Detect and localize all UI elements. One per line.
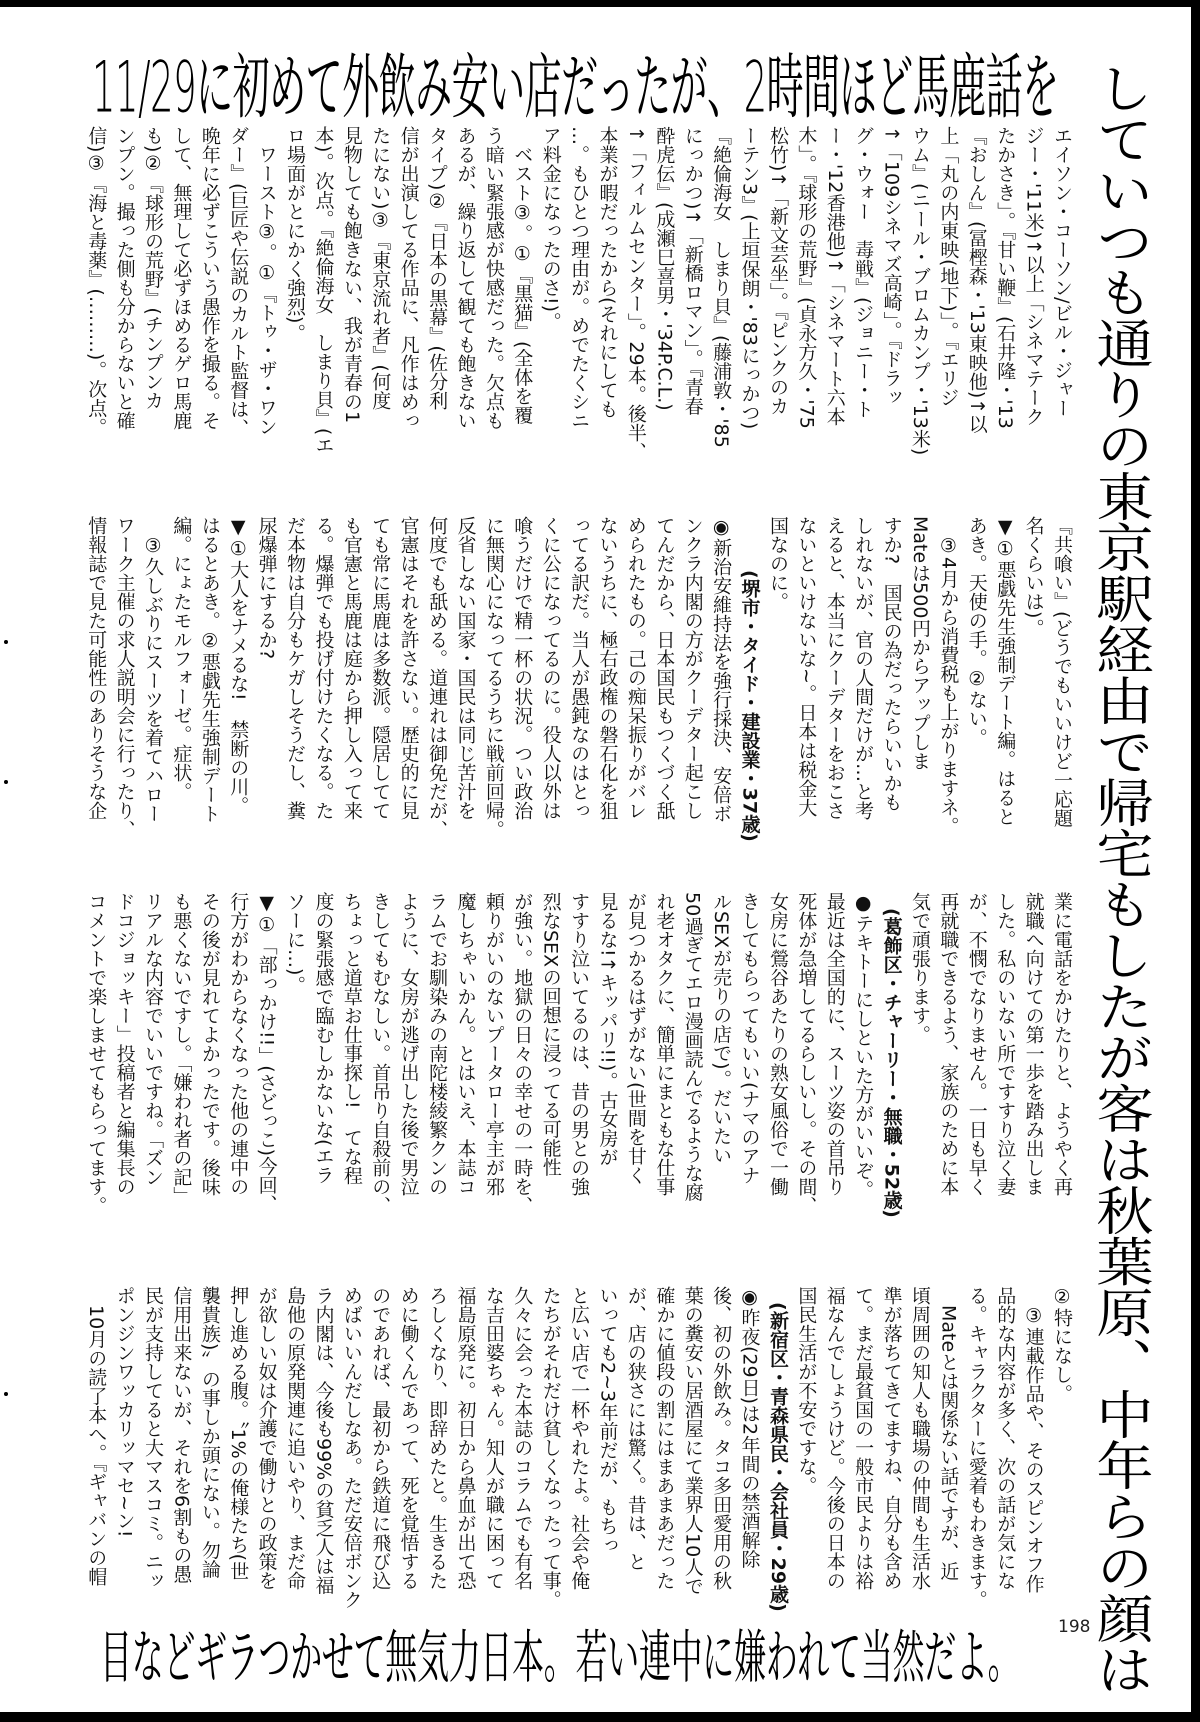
text-column: 編。にょたモルフォーゼ。症状。 [170,516,193,801]
text-column: した。私のいない所ですすり泣く妻 [994,892,1017,1196]
text-column: が強い。地獄の日々の幸せの一時を、 [511,892,534,1215]
text-column: 尿爆弾にするか? [255,516,278,660]
text-column: ③4月から消費税も上がりますネ。 [937,535,960,836]
text-column: る。キャラクターに愛着もわきます。 [965,1286,988,1609]
text-column: …。もひとつ理由が。めでたくシニ [568,126,591,430]
text-column: ってる訳だ。当人が愚鈍なのはとっ [568,516,591,820]
text-column: コメントで楽しませてもらってます。 [85,892,108,1215]
text-column: ソーに…)。 [284,892,307,995]
text-column: ー・'12香港他)↑「シネマート六本 [823,126,846,426]
text-column: れ老オタクに、簡単にまともな仕事 [653,892,676,1196]
text-column: エイソン・コーソン/ビル・ジャー [1051,126,1073,418]
text-column: 松竹)↑「新文芸坐」。『ピンクのカ [766,126,789,416]
text-column: 頼りがいのないプータロー亭主が邪 [482,892,505,1196]
text-column: ③連載作品や、そのスピンオフ作 [1022,1305,1045,1593]
text-column: ラムでお馴染みの南陀楼綾繁クンの [426,892,449,1196]
text-column: 頃周囲の知人も職場の仲間も生活水 [908,1286,931,1590]
scan-border-top [0,0,1200,7]
text-column: めばいいんだしなあ。ただ安倍ボンク [340,1286,363,1609]
text-column: ドコジョッキー」投稿者と編集長の [113,892,136,1196]
text-column: リアルな内容でいいですね。「ズン [142,892,164,1187]
text-column: に無関心になってるうちに戦前回帰。 [482,516,505,839]
text-column: 襲貴族)〟の事しか頭にない。勿論 [198,1286,221,1579]
contributor-signature: (葛飾区・チャーリー・無職・52歳) [880,908,903,1218]
text-column: 信用出来ないが、それを6割もの愚 [170,1286,193,1584]
text-column: 国民生活が不安ですな。 [795,1286,818,1495]
text-column: ちょっと道草お仕事探し! てな程 [340,892,363,1185]
text-column: ルSEXが売りの店で)。だいたい [710,892,733,1165]
text-column: てんだから、日本国民もつくづく舐 [653,516,676,820]
text-column: ダー』(巨匠や伝説のカルト監督は、 [227,126,250,438]
text-column: 反省しない国家・国民は同じ苦汁を [454,516,477,820]
text-column: て。まだ最貧国の一般市民よりは裕 [852,1286,875,1590]
text-column: 『おしん』(冨樫森・'13東映他)↑以 [965,126,988,434]
text-column: ても常に馬鹿は多数派。隠居してて [369,516,392,820]
text-column: 確かに値段の割にはまあまあだった [653,1286,676,1590]
text-column: ポンジンワッカリッマセ~ン! [113,1286,136,1538]
handwritten-note-right: していつも通りの東京駅経由で帰宅もしたが客は秋葉原、中年らの顔は [1085,62,1152,1694]
text-column: 国なのに。 [766,516,789,611]
text-column: ▼①悪戯先生強制デート編。はると [994,516,1017,826]
text-column: も官憲と馬鹿は庭から押し入って来 [340,516,363,820]
text-column: 準が落ちてきてますね、自分も含め [880,1286,903,1590]
text-column: 気で頑張ります。 [908,892,931,1044]
text-column: 久々に会った本誌のコラムでも有名 [511,1286,534,1590]
text-column: 50過ぎてエロ漫画読んでるような腐 [681,892,704,1202]
text-column: ア料金になったのさ!)。 [539,126,562,332]
text-column: ないといけないな~。日本は税金大 [795,516,818,817]
text-column: 押し進める腹。〝1%の俺様たち(世 [227,1286,250,1581]
text-column: る。爆弾でも投げ付けたくなる。た [312,516,335,820]
text-column: Mateとは関係ない話ですが、近 [937,1305,960,1581]
text-column: 信)③『海と毒薬』(………)。次点。 [85,126,108,437]
text-column: ワースト③。①『トゥ・ザ・ワン [255,145,278,436]
text-column: ウム』(ニール・ブロムカンプ・'13米) [908,126,931,456]
text-tier-2 [82,516,1076,848]
text-column: 晩年に必ずこういう愚作を撮る。そ [198,126,221,430]
text-column: 最近は全国的に、スーツ姿の首吊り [823,892,846,1196]
text-column: にっかつ)↑「新橋ロマン」。『青春 [681,126,704,416]
text-column: な吉田婆ちゃん。知人が職に困って [482,1286,505,1590]
text-column: だ本物は自分もケガしそうだし、糞 [284,516,307,820]
text-column: すすり泣いてるのは、昔の男との強 [568,892,591,1196]
text-column: う暗い緊張感が快感だった。欠点も [482,126,505,430]
text-column: くに公になってるのに。役人以外は [539,516,562,820]
text-column: ③久しぶりにスーツを着てハロー [142,535,164,823]
text-column: 本業が暇だったから(それにしても [596,126,619,419]
text-column: のであれば、最初から鉄道に飛び込 [369,1286,392,1590]
text-column: 名くらいは)。 [1022,516,1045,638]
text-column: 福島原発に。初日から鼻血が出て恐 [454,1286,477,1590]
text-column: ワーク主催の求人説明会に行ったり、 [113,516,136,839]
text-column: 就職へ向けての第一歩を踏み出しま [1022,892,1045,1196]
text-column: 後、初の外飲み。タコ多田愛用の秋 [710,1286,733,1590]
text-column: きしてもむなしい。首吊り自殺前の、 [369,892,392,1215]
text-column: ンクラ内閣の方がクーデター起こし [681,516,704,820]
text-column: も悪くないですし。「嫌われ者の記」 [170,892,193,1206]
text-column: 烈なSEXの回想に浸ってる可能性 [539,892,562,1177]
text-column: 木」。『球形の荒野』(貞永方久・'75 [795,126,818,429]
text-column: 本)。次点。『絶倫海女 しまり貝』(エ [312,126,335,455]
text-column: タイプ)②『日本の黒幕』(佐分利 [426,126,449,410]
text-column: ▼①「部っかけ!!」(さどっこ)今回、 [255,892,278,1214]
scan-border-right [1191,0,1200,1722]
text-column: ろしくなり、即辞めたと。生きるた [426,1286,449,1590]
text-column: 業に電話をかけたりと、ようやく再 [1051,892,1073,1196]
contributor-signature: (堺市・タイド・建設業・37歳) [738,570,761,842]
handwritten-note-bottom: 目などギラつかせて無気力日本。若い連中に嫌われて当然だよ。 [100,1622,1020,1692]
text-column: たかさき」。『甘い鞭』(石井隆・'13 [994,126,1017,429]
text-column: ②特になし。 [1051,1286,1073,1403]
text-column: が、不憫でなりません。一日も早く [965,892,988,1196]
text-column: も)②『球形の荒野』(チンプンカ [142,126,164,410]
text-column: 酔虎伝』(成瀬巳喜男・'34P.C.L.) [653,126,676,411]
text-column: 『絶倫海女 しまり貝』(藤浦敦・'85 [710,126,733,448]
text-column: いっても2~3年前だが、もちっ [596,1286,619,1555]
text-column: が見つかるはずがない(世間を甘く [624,892,647,1185]
text-column: と広い店で一杯やれたよ。社会や俺 [568,1286,591,1590]
text-tier-4 [82,1286,1076,1618]
text-column: 情報誌で見た可能性のありそうな企 [85,516,108,820]
text-column: ◉新治安維持法を強行採決、安倍ボ [710,516,733,823]
text-column: ◉昨夜(29日)は2年間の禁酒解除 [738,1286,761,1569]
text-column: しれないが、官の人間だけが…と考 [852,516,875,820]
handwritten-note-top: 11/29に初めて外飲み安い店だったが、2時間ほど馬鹿話を [92,47,1059,129]
text-column: ベスト③。①『黒猫』(全体を覆 [511,145,534,425]
text-column: 行方がわからなくなった他の連中の [227,892,250,1196]
text-column: めに働くんであって、死を覚悟する [397,1286,420,1590]
text-column: 島他の原発関連に追いやり、まだ命 [284,1286,307,1590]
text-tier-3 [82,892,1076,1224]
text-column: 10月の読了本へ。『ギャバンの帽 [85,1305,108,1586]
text-column: 福なんでしょうけど。今後の日本の [823,1286,846,1590]
text-column: ラ内閣は、今後も99%の貧乏人は福 [312,1286,335,1595]
text-column: ▼①大人をナメるな! 禁断の川。 [227,516,250,815]
text-column: 喰うだけで精一杯の状況。つい政治 [511,516,534,820]
text-column: はるとあき。②悪戯先生強制デート [198,516,221,823]
text-column: たにない)③『東京流れ者』(何度 [369,126,392,410]
text-column: 官憲はそれを許さない。歴史的に見 [397,516,420,820]
text-column: すか? 国民の為だったらいいかも [880,516,903,812]
text-column: められたもの。己の痴呆振りがバレ [624,516,647,820]
margin-dot [4,1392,8,1396]
page-number: 198 [1058,1617,1091,1637]
text-column: きしてもらってもいい(ナマのアナ [738,892,761,1185]
text-column: その後が見れてよかったです。後味 [198,892,221,1196]
margin-dot [4,780,8,784]
text-column: ジー・'11米)↑以上「シネマテーク [1022,126,1045,426]
text-column: ●テキトーにしといた方がいいぞ。 [852,892,875,1199]
text-tier-1 [82,126,1076,461]
text-column: が、店の狭さには驚く。昔は、と [624,1286,647,1571]
text-column: が欲しい奴は介護で働けとの政策を [255,1286,278,1590]
text-column: して、無理して必ずほめるゲロ馬鹿 [170,126,193,430]
text-column: 信が出演してる作品に、凡作はめっ [397,126,420,430]
text-column: 女房に鶯谷あたりの熟女風俗で一働 [766,892,789,1196]
text-column: ↑「フィルムセンター」。29本。後半、 [624,126,647,461]
text-column: 何度でも舐める。道連れは御免だが、 [426,516,449,839]
text-column: 民が支持してると大マスコミ。ニッ [142,1286,164,1590]
text-column: 死体が急増してるらしいし。その間、 [795,892,818,1215]
text-column: 魔しちゃいかん。とはいえ、本誌コ [454,892,477,1196]
text-column: ロ場面がとにかく強烈)。 [284,126,307,343]
text-column: 『共喰い』(どうでもいいけど一応題 [1051,516,1073,828]
text-column: Mateは500円からアップしま [908,516,931,771]
text-column: 再就職できるよう、家族のために本 [937,892,960,1196]
text-column: ンプン。撮った側も分からないと確 [113,126,136,430]
text-column: ↑「109シネマズ高崎」。『ドラッ [880,126,903,407]
margin-dot [4,640,8,644]
text-column: えると、本当にクーデターをおこさ [823,516,846,820]
scan-border-bottom [0,1712,1200,1722]
text-column: ように、女房が逃げ出した後で男泣 [397,892,420,1196]
text-column: あるが、繰り返して観ても飽きない [454,126,477,430]
text-column: あき。天使の手。②ない。 [965,516,988,747]
text-column: 葉の糞安い居酒屋にて業界人10人で [681,1286,704,1596]
text-column: たちがそれだけ貧しくなったって事。 [539,1286,562,1609]
text-column: ーテン3』(上垣保朗・'83にっかつ) [738,126,761,430]
text-column: ないうちに、極右政権の磐石化を狙 [596,516,619,820]
text-column: 度の緊張感で臨むしかないな(エラ [312,892,335,1185]
text-column: 上「丸の内東映(地下)」。『エリジ [937,126,960,407]
text-column: 品的な内容が多く、次の話が気にな [994,1286,1017,1590]
contributor-signature: (新宿区・青森県民・会社員・29歳) [766,1302,789,1612]
text-column: 見るな!↑キッパリ!!)。古女房が [596,892,619,1167]
text-column: 見物しても飽きない、我が青春の1 [340,126,363,424]
text-column: グ・ウォー 毒戦』(ジョニー・ト [852,126,875,419]
